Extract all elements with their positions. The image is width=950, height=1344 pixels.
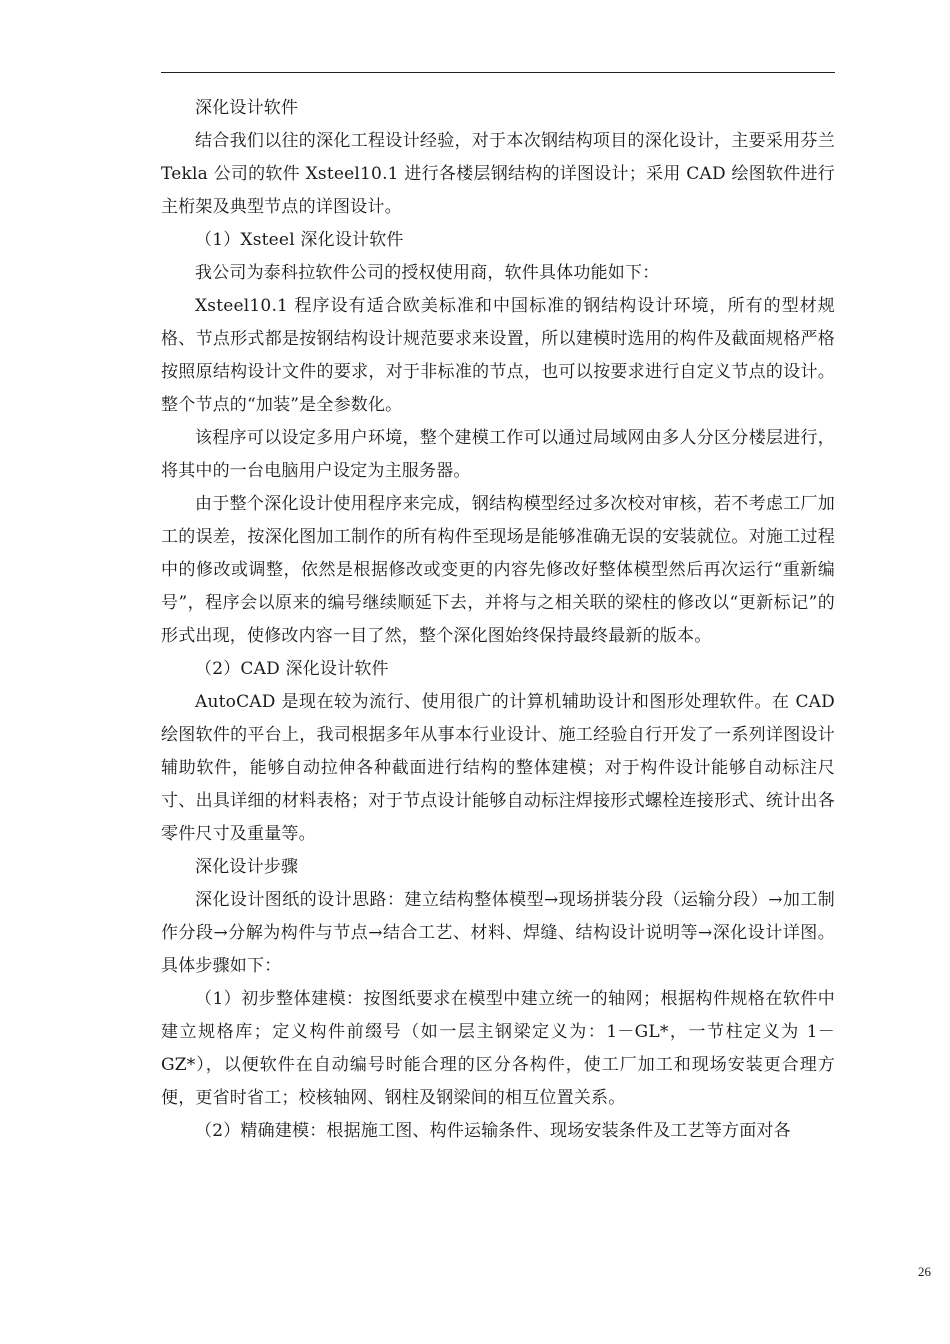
paragraph-intro: 结合我们以往的深化工程设计经验，对于本次钢结构项目的深化设计，主要采用芬兰 Tekla 公司的软件 Xsteel10.1 进行各楼层钢结构的详图设计；采用 CAD 绘图软件进行主桁架及典型节点的详图设计。 — [161, 131, 835, 217]
paragraph-step-2: （2）精确建模：根据施工图、构件运输条件、现场安装条件及工艺等方面对各 — [195, 1121, 791, 1141]
page-number: 26 — [918, 1264, 931, 1279]
paragraph-xsteel-features: Xsteel10.1 程序设有适合欧美标准和中国标准的钢结构设计环境，所有的型材规格、节点形式都是按钢结构设计规范要求来设置，所以建模时选用的构件及截面规格严格按照原结构设计文件的要求，对于非标准的节点，也可以按要求进行自定义节点的设计。整个节点的“加装”是全参数化。 — [161, 296, 835, 415]
paragraph-license: 我公司为泰科拉软件公司的授权使用商，软件具体功能如下： — [195, 263, 660, 283]
paragraph-design-approach: 深化设计图纸的设计思路：建立结构整体模型→现场拼装分段（运输分段）→加工制作分段→分解为构件与节点→结合工艺、材料、焊缝、结构设计说明等→深化设计详图。具体步骤如下： — [161, 890, 835, 976]
paragraph-multi-user: 该程序可以设定多用户环境，整个建模工作可以通过局域网由多人分区分楼层进行，将其中的一台电脑用户设定为主服务器。 — [161, 428, 835, 481]
heading-deepening-software: 深化设计软件 — [195, 98, 299, 118]
header-rule — [161, 72, 835, 73]
paragraph-accuracy: 由于整个深化设计使用程序来完成，钢结构模型经过多次校对审核，若不考虑工厂加工的误差，按深化图加工制作的所有构件至现场是能够准确无误的安装就位。对施工过程中的修改或调整，依然是根据修改或变更的内容先修改好整体模型然后再次运行“重新编号”，程序会以原来的编号继续顺延下去，并将与之相关联的梁柱的修改以“更新标记”的形式出现，使修改内容一目了然，整个深化图始终保持最终最新的版本。 — [161, 494, 835, 646]
document-body — [161, 92, 835, 1148]
subheading-xsteel: （1）Xsteel 深化设计软件 — [195, 230, 404, 250]
subheading-cad: （2）CAD 深化设计软件 — [195, 659, 389, 679]
heading-design-steps: 深化设计步骤 — [195, 857, 299, 877]
paragraph-autocad: AutoCAD 是现在较为流行、使用很广的计算机辅助设计和图形处理软件。在 CAD 绘图软件的平台上，我司根据多年从事本行业设计、施工经验自行开发了一系列详图设计辅助软件，能够自动拉伸各种截面进行结构的整体建模；对于构件设计能够自动标注尺寸、出具详细的材料表格；对于节点设计能够自动标注焊接形式螺栓连接形式、统计出各零件尺寸及重量等。 — [161, 692, 835, 844]
paragraph-step-1: （1）初步整体建模：按图纸要求在模型中建立统一的轴网；根据构件规格在软件中建立规格库；定义构件前缀号（如一层主钢梁定义为：1－GL*，一节柱定义为 1－GZ*），以便软件在自动编号时能合理的区分各构件，使工厂加工和现场安装更合理方便，更省时省工；校核轴网、钢柱及钢梁间的相互位置关系。 — [161, 989, 835, 1108]
